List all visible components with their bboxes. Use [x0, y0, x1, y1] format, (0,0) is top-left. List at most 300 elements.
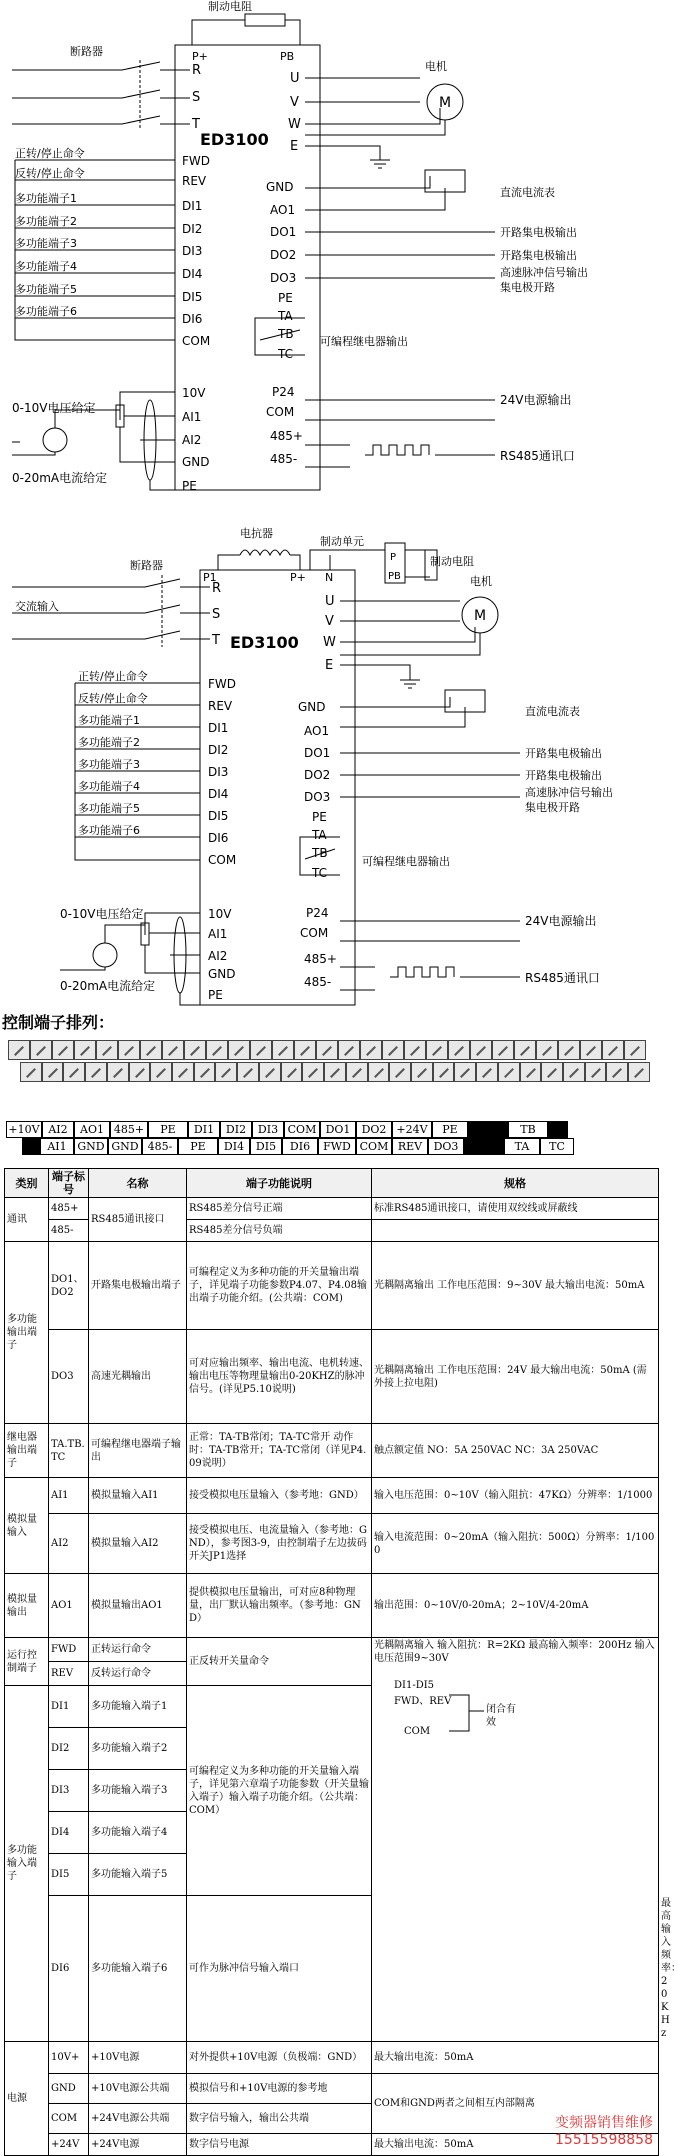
terminal-cell: TA	[504, 1138, 540, 1155]
cell-terminal: DI6	[49, 1896, 89, 2042]
cell-terminal: 10V+	[49, 2042, 89, 2074]
terminal-screw-icon	[316, 1040, 338, 1060]
ctrl2-label-di4: 多功能端子4	[78, 780, 140, 793]
term2-n: N	[325, 571, 334, 584]
ctrl-label-di4: 多功能端子4	[15, 260, 77, 273]
terminal-cell: PE	[432, 1121, 468, 1138]
terminal-cell: TB	[508, 1121, 548, 1138]
cell-spec: 光耦隔离输出 工作电压范围：24V 最大输出电流：50mA (需外接上拉电阻)	[372, 1330, 659, 1424]
cell-name: 多功能输入端子2	[89, 1728, 187, 1770]
cell-terminal: DI2	[49, 1728, 89, 1770]
term2-v: V	[325, 614, 334, 629]
cell-spec: 最大输出电流：50mA	[372, 2042, 659, 2074]
terminal-cell: +10V	[6, 1121, 42, 1138]
terminal-screw-icon	[541, 1062, 563, 1082]
rterm2-do3: DO3	[304, 790, 331, 804]
cell-terminal: DO3	[49, 1330, 89, 1424]
term-fwd: FWD	[182, 154, 211, 168]
term2-u: U	[325, 594, 335, 609]
rterm2-tb: TB	[312, 846, 328, 860]
terminal-screw-icon	[338, 1040, 360, 1060]
terminal-screw-icon	[294, 1040, 316, 1060]
term-w: W	[288, 117, 301, 132]
th-function: 端子功能说明	[187, 1169, 372, 1198]
cell-name: 高速光耦输出	[89, 1330, 187, 1424]
term-ai2: AI2	[182, 433, 202, 447]
terminal-screw-icon	[206, 1040, 228, 1060]
term2-di4: DI4	[208, 787, 229, 801]
unit-p: P	[390, 552, 397, 563]
table-row	[5, 1242, 659, 1330]
table-row	[5, 1478, 659, 1514]
terminal-cell: GND	[74, 1138, 108, 1155]
terminal-cell: +24V	[392, 1121, 432, 1138]
model2-label: ED3100	[230, 633, 299, 652]
cell-spec: 标准RS485通讯接口，请使用双绞线或屏蔽线	[372, 1198, 659, 1220]
cell-function: 可作为脉冲信号输入端口	[187, 1896, 372, 2042]
terminal-screws-bottom	[20, 1062, 650, 1082]
terminal-screw-icon	[237, 1062, 259, 1082]
term-u: U	[290, 71, 300, 86]
cell-name: 开路集电极输出端子	[89, 1242, 187, 1330]
rterm-485p: 485+	[270, 429, 303, 443]
ctrl-label-di1: 多功能端子1	[15, 192, 77, 205]
cell-name: 模拟量输入AI1	[89, 1478, 187, 1514]
cell-category: 电源	[5, 2042, 49, 2156]
term-di4: DI4	[182, 267, 203, 281]
cell-spec: 输出范围：0~10V/0-20mA；2~10V/4-20mA	[372, 1574, 659, 1638]
term2-fwd: FWD	[208, 677, 237, 691]
motor-label: 电机	[425, 60, 447, 73]
rterm-ao1: AO1	[270, 203, 296, 217]
cell-terminal: DI3	[49, 1770, 89, 1812]
ctrl2-label-di1: 多功能端子1	[78, 714, 140, 727]
term2-ai2: AI2	[208, 949, 228, 963]
ctrl-label-di6: 多功能端子6	[15, 305, 77, 318]
cell-spec: 光耦隔离输出 工作电压范围：9~30V 最大输出电流：50mA	[372, 1242, 659, 1330]
cell-function: 数字信号电源	[187, 2134, 372, 2156]
th-spec: 规格	[372, 1169, 659, 1198]
do2-desc: 开路集电极输出	[500, 249, 577, 262]
cell-terminal: GND	[49, 2074, 89, 2104]
brake-resistor-label: 制动电阻	[208, 0, 252, 13]
term-10v: 10V	[182, 386, 206, 400]
term-gnd: GND	[182, 455, 210, 469]
terminal-cell: DI6	[282, 1138, 318, 1155]
brake-resistor2-label: 制动电阻	[430, 555, 474, 568]
ctrl-label-rev: 反转/停止命令	[15, 167, 85, 180]
terminal-screw-icon	[580, 1040, 602, 1060]
cell-function: 正反转开关量命令	[187, 1638, 372, 1686]
rterm-ta: TA	[278, 309, 293, 323]
cell-terminal: DI1	[49, 1686, 89, 1728]
ctrl-label-di2: 多功能端子2	[15, 215, 77, 228]
term2-w: W	[323, 635, 336, 650]
term-pb: PB	[280, 50, 295, 63]
unit-pb: PB	[388, 571, 401, 582]
analog2-v-label: 0-10V电压给定	[60, 907, 144, 921]
di-sketch-com: COM	[404, 1726, 431, 1737]
table-row	[5, 1330, 659, 1424]
term2-com: COM	[208, 853, 237, 867]
terminal-screw-icon	[194, 1062, 216, 1082]
motor2-symbol: M	[474, 608, 487, 624]
terminal-screw-icon	[411, 1062, 433, 1082]
cell-terminal: DO1、DO2	[49, 1242, 89, 1330]
cell-name: 多功能输入端子4	[89, 1812, 187, 1854]
terminal-cell: 485+	[110, 1121, 148, 1138]
cell-function: 提供模拟电压量输出，可对应8种物理量，出厂默认输出频率。（参考地：GND）	[187, 1574, 372, 1638]
dc-meter-label: 直流电流表	[500, 186, 555, 199]
rterm-tb: TB	[278, 327, 294, 341]
cell-spec: 最大输出电流：50mA	[372, 2134, 659, 2156]
di-sketch	[374, 1671, 656, 1751]
cell-spec: 输入电流范围：0~20mA（输入阻抗：500Ω）分辨率：1/1000	[372, 1514, 659, 1574]
cell-name: 反转运行命令	[89, 1662, 187, 1686]
terminal-cell: FWD	[318, 1138, 356, 1155]
term-di6: DI6	[182, 312, 203, 326]
rterm2-ta: TA	[312, 828, 327, 842]
term-com: COM	[182, 334, 211, 348]
term2-t: T	[212, 633, 220, 648]
rterm2-pe: PE	[312, 810, 327, 824]
terminal-screw-icon	[140, 1040, 162, 1060]
terminal-screw-icon	[492, 1040, 514, 1060]
term-s: S	[192, 90, 201, 105]
terminal-screw-icon	[585, 1062, 607, 1082]
cell-terminal: REV	[49, 1662, 89, 1686]
terminal-cell: DI1	[188, 1121, 220, 1138]
term-e: E	[290, 139, 299, 154]
rterm-com: COM	[266, 405, 295, 419]
terminal-cell: COM	[356, 1138, 392, 1155]
terminal-screw-icon	[536, 1040, 558, 1060]
wiring-diagram-1	[0, 0, 661, 520]
th-name: 名称	[89, 1169, 187, 1198]
term2-di2: DI2	[208, 743, 229, 757]
ctrl2-label-rev: 反转/停止命令	[78, 692, 148, 705]
do1-desc2: 开路集电极输出	[525, 747, 602, 760]
rterm2-tc: TC	[312, 866, 328, 880]
terminal-strip-bottom-row	[22, 1138, 574, 1155]
cell-terminal: 485+	[49, 1198, 89, 1220]
term2-e: E	[325, 658, 334, 673]
rterm2-485p: 485+	[304, 952, 337, 966]
cell-terminal: DI5	[49, 1854, 89, 1896]
rterm-do2: DO2	[270, 248, 297, 262]
cell-function: 可编程定义为多种功能的开关量输出端子，详见端子功能参数P4.07、P4.08输出端子功能介绍。(公共端：COM)	[187, 1242, 372, 1330]
terminal-screw-icon	[30, 1040, 52, 1060]
terminal-screw-icon	[52, 1040, 74, 1060]
terminal-cell	[464, 1138, 504, 1155]
term-pe: PE	[182, 479, 197, 493]
cell-category: 多功能输出端子	[5, 1242, 49, 1424]
terminal-cell: DI3	[252, 1121, 284, 1138]
watermark-line-2: 15515598858	[555, 2132, 653, 2148]
terminal-cell: AO1	[74, 1121, 110, 1138]
terminal-screw-icon	[129, 1062, 151, 1082]
rterm2-gnd: GND	[298, 700, 326, 714]
motor-symbol: M	[439, 95, 452, 111]
wiring-diagram-2-svg	[0, 515, 661, 1005]
term2-10v: 10V	[208, 907, 232, 921]
cell-name: +10V电源公共端	[89, 2074, 187, 2104]
terminal-screw-icon	[606, 1062, 628, 1082]
term-ai1: AI1	[182, 410, 202, 424]
terminal-screw-icon	[250, 1040, 272, 1060]
terminal-strip-title: 控制端子排列：	[2, 1013, 115, 1032]
terminal-screw-icon	[85, 1062, 107, 1082]
ctrl2-label-di2: 多功能端子2	[78, 736, 140, 749]
cell-terminal: AO1	[49, 1574, 89, 1638]
rterm-gnd: GND	[266, 180, 294, 194]
cell-spec: 触点额定值 NO：5A 250VAC NC：3A 250VAC	[372, 1424, 659, 1478]
ctrl-label-di5: 多功能端子5	[15, 283, 77, 296]
cell-name: +24V电源公共端	[89, 2104, 187, 2134]
terminal-cell	[22, 1138, 40, 1155]
terminal-cell: PE	[148, 1121, 188, 1138]
spec-table	[4, 1168, 681, 2156]
do3-desc-2: 集电极开路	[500, 281, 555, 294]
terminal-strip-top-row	[6, 1121, 568, 1138]
ctrl-label-fwd: 正转/停止命令	[15, 147, 85, 160]
terminal-cell: 485-	[142, 1138, 178, 1155]
rterm-tc: TC	[278, 347, 294, 361]
cell-terminal: TA.TB.TC	[49, 1424, 89, 1478]
rterm2-p24: P24	[306, 906, 329, 920]
cell-terminal: AI2	[49, 1514, 89, 1574]
cell-function: 对外提供+10V电源（负极端：GND）	[187, 2042, 372, 2074]
terminal-cell: DO2	[356, 1121, 392, 1138]
rterm2-485m: 485-	[304, 975, 332, 989]
cell-category: 多功能输入端子	[5, 1686, 49, 2042]
rterm-485m: 485-	[270, 452, 298, 466]
th-terminal: 端子标号	[49, 1169, 89, 1198]
table-row: DI6 多功能输入端子6 可作为脉冲信号输入端口 最高输入频率：20KHz	[5, 1896, 659, 2042]
term2-pe: PE	[208, 988, 223, 1002]
cell-function: 接受模拟电压量输入（参考地：GND）	[187, 1478, 372, 1514]
rterm2-do2: DO2	[304, 768, 331, 782]
motor2-label: 电机	[470, 575, 492, 588]
terminal-cell: DI4	[218, 1138, 250, 1155]
cell-category: 通讯	[5, 1198, 49, 1242]
term2-di5: DI5	[208, 809, 229, 823]
terminal-cell: REV	[392, 1138, 428, 1155]
model-label: ED3100	[200, 130, 269, 149]
table-row	[5, 2042, 659, 2074]
di-sketch-row: FWD、REV	[394, 1696, 452, 1707]
di-sketch-terms: DI1-DI5	[394, 1680, 435, 1691]
terminal-screws-top	[8, 1040, 652, 1060]
cell-function: 正常：TA-TB常闭；TA-TC常开 动作时：TA-TB常开；TA-TC常闭（详见P4.09说明）	[187, 1424, 372, 1478]
rterm2-ao1: AO1	[304, 724, 330, 738]
cell-function: RS485差分信号负端	[187, 1220, 372, 1242]
do2-desc2: 开路集电极输出	[525, 769, 602, 782]
th-category: 类别	[5, 1169, 49, 1198]
term2-p-plus: P+	[290, 571, 306, 584]
terminal-screw-icon	[172, 1062, 194, 1082]
wiring-diagram-2	[0, 515, 661, 1005]
rterm-p24: P24	[272, 385, 295, 399]
term2-di1: DI1	[208, 721, 229, 735]
cell-name: 可编程继电器端子输出	[89, 1424, 187, 1478]
terminal-screw-icon	[368, 1062, 390, 1082]
table-row	[5, 1514, 659, 1574]
cell-spec: COM和GND两者之间相互内部隔离	[372, 2074, 659, 2134]
terminal-screw-icon	[498, 1062, 520, 1082]
cell-category: 继电器输出端子	[5, 1424, 49, 1478]
terminal-screw-icon	[346, 1062, 368, 1082]
table-row	[5, 1424, 659, 1478]
rterm-do1: DO1	[270, 225, 297, 239]
term-p-plus: P+	[192, 50, 208, 63]
cell-name: 模拟量输入AI2	[89, 1514, 187, 1574]
terminal-screw-icon	[558, 1040, 580, 1060]
ctrl2-label-fwd: 正转/停止命令	[78, 670, 148, 683]
terminal-cell	[548, 1121, 568, 1138]
relay2-desc: 可编程继电器输出	[362, 855, 450, 868]
terminal-screw-icon	[8, 1040, 30, 1060]
ctrl2-label-di6: 多功能端子6	[78, 824, 140, 837]
term2-ai1: AI1	[208, 927, 228, 941]
terminal-screw-icon	[228, 1040, 250, 1060]
cell-name: 多功能输入端子6	[89, 1896, 187, 2042]
terminal-screw-icon	[520, 1062, 542, 1082]
term-r: R	[192, 63, 202, 78]
terminal-screw-icon	[107, 1062, 129, 1082]
table-row	[5, 1198, 659, 1220]
cell-function: 接受模拟电压、电流量输入（参考地：GND），参考图3-9，由控制端子左边拔码开关JP1选择	[187, 1514, 372, 1574]
terminal-screw-icon	[382, 1040, 404, 1060]
do3-desc-1: 高速脉冲信号输出	[500, 266, 588, 279]
term-di1: DI1	[182, 199, 203, 213]
terminal-screw-icon	[454, 1062, 476, 1082]
p24-desc2: 24V电源输出	[525, 914, 597, 928]
cell-function: 数字信号输入，输出公共端	[187, 2104, 372, 2134]
ctrl2-label-di3: 多功能端子3	[78, 758, 140, 771]
terminal-cell: DI2	[220, 1121, 252, 1138]
terminal-screw-icon	[624, 1040, 646, 1060]
terminal-cell	[468, 1121, 508, 1138]
cell-function: 可对应输出频率、输出电流、电机转速、输出电压等物理量输出0-20KHZ的脉冲信号。(详见P5.10说明)	[187, 1330, 372, 1424]
dc-meter2-label: 直流电流表	[525, 705, 580, 718]
cell-spec: 输入电压范围：0~10V（输入阻抗：47KΩ）分辨率：1/1000	[372, 1478, 659, 1514]
cell-category: 运行控制端子	[5, 1638, 49, 1686]
terminal-screw-icon	[628, 1062, 650, 1082]
cell-terminal: FWD	[49, 1638, 89, 1662]
terminal-cell: GND	[108, 1138, 142, 1155]
cell-terminal: DI4	[49, 1812, 89, 1854]
terminal-screw-icon	[448, 1040, 470, 1060]
terminal-screw-icon	[433, 1062, 455, 1082]
cell-function: 模拟信号和+10V电源的参考地	[187, 2074, 372, 2104]
cell-function: 可编程定义为多种功能的开关量输入端子，详见第六章端子功能参数（开关量输入端子）输入端子功能介绍。（公共端：COM）	[187, 1686, 372, 1896]
do3-desc2-1: 高速脉冲信号输出	[525, 786, 613, 799]
terminal-screw-icon	[302, 1062, 324, 1082]
terminal-cell: COM	[284, 1121, 320, 1138]
do1-desc: 开路集电极输出	[500, 226, 577, 239]
terminal-screw-icon	[476, 1062, 498, 1082]
terminal-screw-icon	[259, 1062, 281, 1082]
term2-rev: REV	[208, 699, 233, 713]
terminal-screw-icon	[563, 1062, 585, 1082]
terminal-cell: TC	[540, 1138, 574, 1155]
terminal-cell: AI1	[40, 1138, 74, 1155]
cell-terminal: 485-	[49, 1220, 89, 1242]
terminal-screw-icon	[96, 1040, 118, 1060]
terminal-screw-icon	[470, 1040, 492, 1060]
rs485-desc2: RS485通讯口	[525, 971, 600, 985]
reactor-label: 电抗器	[240, 527, 273, 540]
rterm-do3: DO3	[270, 271, 297, 285]
cell-category: 模拟量输入	[5, 1478, 49, 1574]
ac-input-label: 交流输入	[15, 600, 59, 613]
breaker-label: 断路器	[70, 45, 103, 58]
term2-di3: DI3	[208, 765, 229, 779]
term-v: V	[290, 95, 299, 110]
terminal-screw-icon	[602, 1040, 624, 1060]
di-sketch-note: 闭合有效	[486, 1704, 516, 1728]
terminal-screw-icon	[215, 1062, 237, 1082]
term2-s: S	[212, 607, 221, 622]
cell-name: 正转运行命令	[89, 1638, 187, 1662]
terminal-screw-icon	[514, 1040, 536, 1060]
terminal-screw-icon	[63, 1062, 85, 1082]
terminal-cell: DI5	[250, 1138, 282, 1155]
term2-p1: P1	[203, 571, 217, 584]
term-rev: REV	[182, 174, 207, 188]
term2-gnd: GND	[208, 967, 236, 981]
terminal-screw-icon	[20, 1062, 42, 1082]
cell-name: 多功能输入端子1	[89, 1686, 187, 1728]
term2-r: R	[212, 581, 222, 596]
cell-function: RS485差分信号正端	[187, 1198, 372, 1220]
rterm2-com: COM	[300, 926, 329, 940]
run-spec-text: 光耦隔离输入 输入阻抗：R=2KΩ 最高输入频率：200Hz 输入电压范围9~30V	[374, 1640, 655, 1664]
ctrl-label-di3: 多功能端子3	[15, 237, 77, 250]
watermark-line-1: 变频器销售维修	[555, 2115, 653, 2131]
table-row	[5, 2074, 659, 2104]
term2-di6: DI6	[208, 831, 229, 845]
terminal-screw-icon	[404, 1040, 426, 1060]
relay-desc: 可编程继电器输出	[320, 335, 408, 348]
rterm-pe: PE	[278, 291, 293, 305]
cell-name: RS485通讯接口	[89, 1198, 187, 1242]
terminal-cell: AI2	[42, 1121, 74, 1138]
cell-spec	[372, 1638, 659, 2042]
rterm2-do1: DO1	[304, 746, 331, 760]
analog-i-label: 0-20mA电流给定	[12, 471, 108, 485]
rs485-desc: RS485通讯口	[500, 449, 575, 463]
terminal-screw-icon	[324, 1062, 346, 1082]
terminal-screw-icon	[150, 1062, 172, 1082]
cell-terminal: AI1	[49, 1478, 89, 1514]
ctrl2-label-di5: 多功能端子5	[78, 802, 140, 815]
brake-unit-label: 制动单元	[320, 535, 364, 548]
terminal-cell: DO3	[428, 1138, 464, 1155]
table-row	[5, 1638, 659, 1662]
cell-name: 模拟量输出AO1	[89, 1574, 187, 1638]
analog2-i-label: 0-20mA电流给定	[60, 979, 156, 993]
terminal-screw-icon	[426, 1040, 448, 1060]
terminal-screw-icon	[184, 1040, 206, 1060]
cell-name: +24V电源	[89, 2134, 187, 2156]
terminal-screw-icon	[389, 1062, 411, 1082]
cell-category: 模拟量输出	[5, 1574, 49, 1638]
terminal-screw-icon	[162, 1040, 184, 1060]
terminal-screw-icon	[42, 1062, 64, 1082]
term-di5: DI5	[182, 290, 203, 304]
